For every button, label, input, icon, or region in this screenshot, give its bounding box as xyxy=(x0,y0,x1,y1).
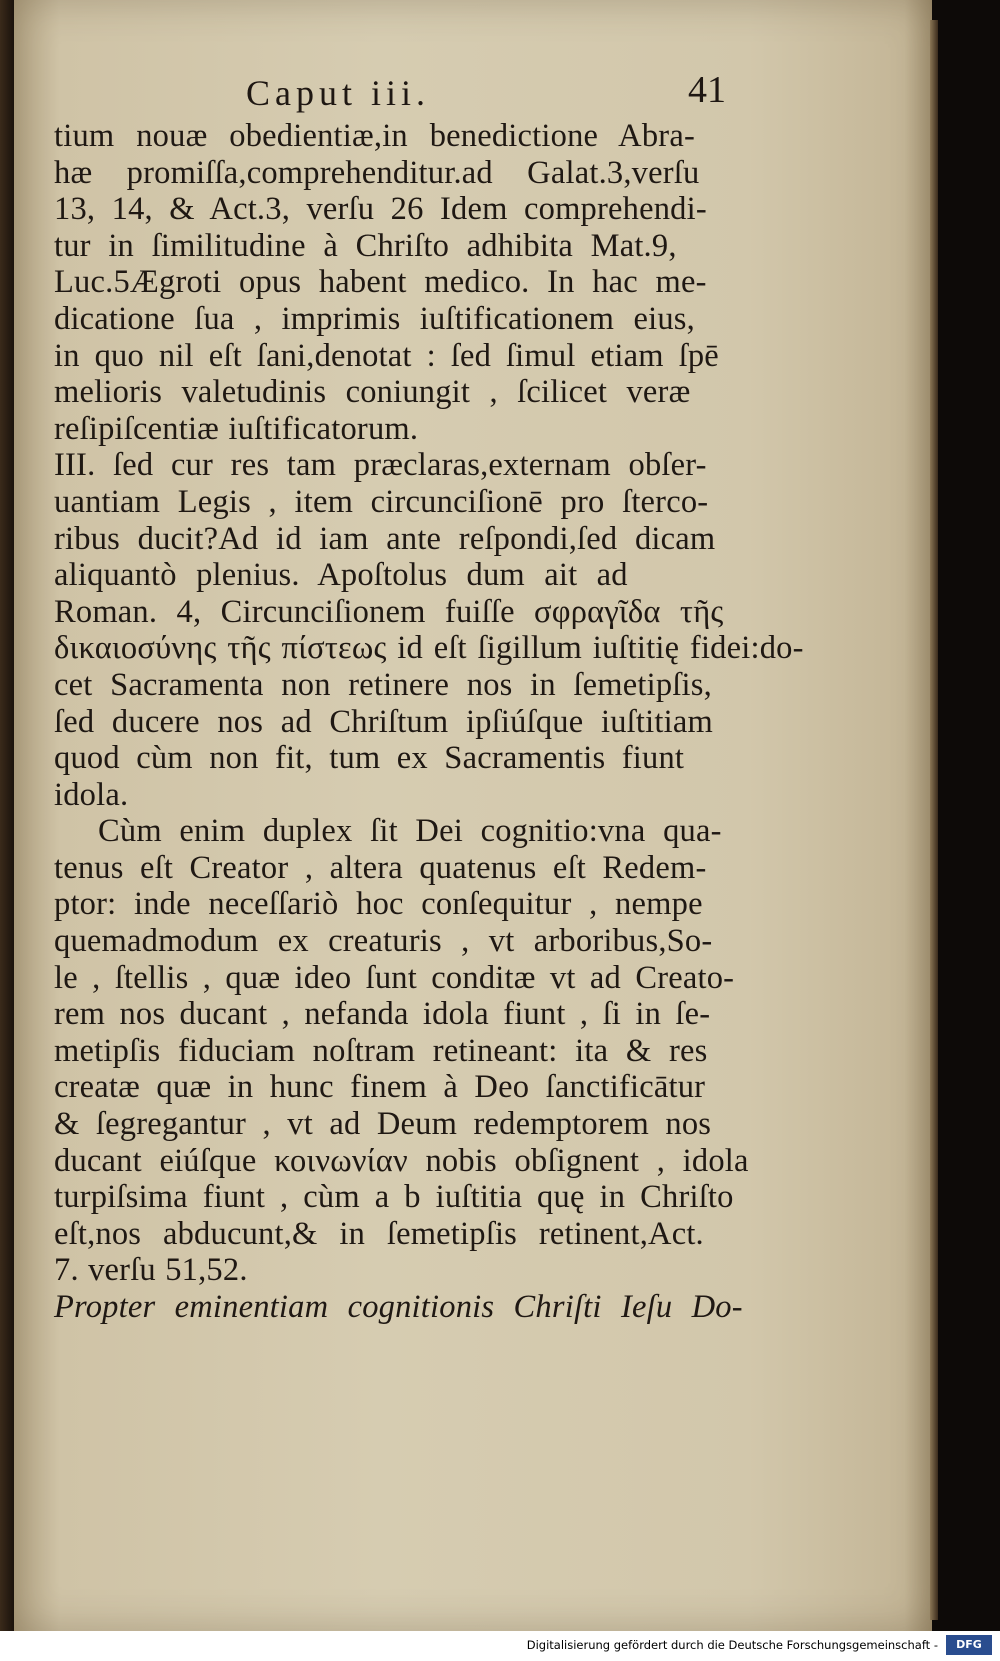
running-head xyxy=(14,69,932,122)
text-line: idola. xyxy=(54,776,129,813)
text-line: metipſis fiduciam noſtram retineant: ita & res xyxy=(54,1032,708,1069)
page-edge xyxy=(930,20,938,1620)
text-line: eſt,nos abducunt,& in ſemetipſis retinent,Act. xyxy=(54,1215,704,1252)
text-line: ribus ducit?Ad id iam ante reſpondi,ſed dicam xyxy=(54,520,716,557)
text-line: turpiſsima fiunt , cùm a b iuſtitia quę in Chriſto xyxy=(54,1179,734,1216)
text-line: Cùm enim duplex ſit Dei cognitio:vna qua- xyxy=(98,813,722,850)
text-line: le , ſtellis , quæ ideo ſunt conditæ vt ad Creato- xyxy=(54,959,735,996)
catchword-line: Propter eminentiam cognitionis Chriſti Ieſu Do- xyxy=(54,1289,743,1325)
text-line: ſed ducere nos ad Chriſtum ipſiúſque iuſtitiam xyxy=(54,703,713,740)
text-line: 7. verſu 51,52. xyxy=(54,1252,248,1289)
text-line: melioris valetudinis coniungit , ſcilicet veræ xyxy=(54,374,691,411)
text-line: δικαιοσύνης τῆς πίστεως id eſt ſigillum iuſtitię fidei:do- xyxy=(54,630,804,667)
left-book-edge xyxy=(0,0,14,1661)
text-line: uantiam Legis , item circunciſionē pro ſterco- xyxy=(54,483,709,520)
text-line: in quo nil eſt ſani,denotat : ſed ſimul etiam ſpē xyxy=(54,337,719,374)
text-line: 13, 14, & Act.3, verſu 26 Idem comprehendi- xyxy=(54,191,707,228)
text-line: Roman. 4, Circunciſionem fuiſſe σφραγῖδα τῆς xyxy=(54,593,724,630)
book-page xyxy=(14,0,932,1631)
text-line: ducant eiúſque κοινωνίαν nobis obſignent , idola xyxy=(54,1142,749,1179)
text-line: dicatione ſua , imprimis iuſtificationem eius, xyxy=(54,300,695,337)
text-line: III. ſed cur res tam præclaras,externam obſer- xyxy=(54,447,707,484)
chapter-heading: Caput iii. xyxy=(246,73,430,113)
text-line: Luc.5Ægroti opus habent medico. In hac me- xyxy=(54,264,707,301)
text-line: quod cùm non fit, tum ex Sacramentis fiunt xyxy=(54,740,685,777)
text-line: quemadmodum ex creaturis , vt arboribus,So- xyxy=(54,923,713,960)
text-line: aliquantò plenius. Apoſtolus dum ait ad xyxy=(54,557,628,594)
footer-credit: Digitalisierung gefördert durch die Deutsche Forschungsgemeinschaft - xyxy=(526,1638,938,1652)
text-line: tenus eſt Creator , altera quatenus eſt Redem- xyxy=(54,849,707,886)
text-line: & ſegregantur , vt ad Deum redemptorem nos xyxy=(54,1106,712,1143)
digitization-footer xyxy=(0,1631,1000,1661)
text-line: creatæ quæ in hunc finem à Deo ſanctificātur xyxy=(54,1069,706,1106)
text-line: reſipiſcentiæ iuſtificatorum. xyxy=(54,410,419,447)
dfg-logo: DFG xyxy=(946,1635,992,1655)
text-line: hæ promiſſa,comprehenditur.ad Galat.3,verſu xyxy=(54,154,700,191)
text-line: cet Sacramenta non retinere nos in ſemetipſis, xyxy=(54,666,712,703)
page-number: 41 xyxy=(688,69,726,111)
body-text xyxy=(54,118,804,1326)
text-line: ptor: inde neceſſariò hoc conſequitur , nempe xyxy=(54,886,703,923)
text-line: tium nouæ obedientiæ,in benedictione Abra- xyxy=(54,118,695,154)
text-line: rem nos ducant , nefanda idola fiunt , ſi in ſe- xyxy=(54,996,711,1033)
text-line: tur in ſimilitudine à Chriſto adhibita Mat.9, xyxy=(54,227,677,264)
